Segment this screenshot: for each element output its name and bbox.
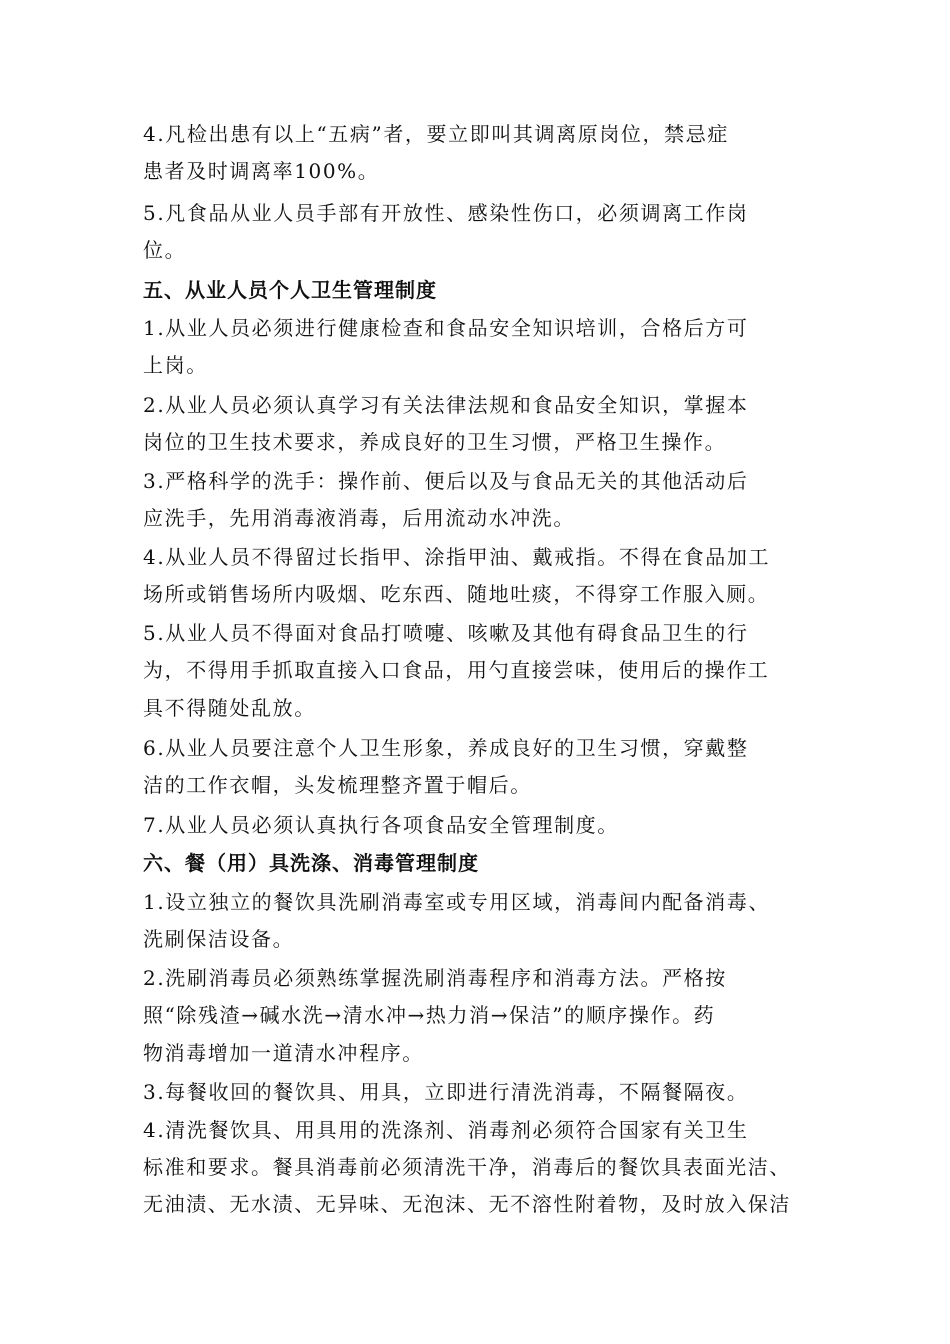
text-line: 患者及时调离率100%。	[143, 159, 380, 183]
text-line: 场所或销售场所内吸烟、吃东西、随地吐痰，不得穿工作服入厕。	[143, 582, 770, 606]
text-line: 照“除残渣→碱水洗→清水冲→热力消→保洁”的顺序操作。药	[143, 1003, 716, 1027]
text-line: 洁的工作衣帽，头发梳理整齐置于帽后。	[143, 773, 532, 797]
text-line: 4.从业人员不得留过长指甲、涂指甲油、戴戒指。不得在食品加工	[143, 545, 771, 569]
text-line: 洗刷保洁设备。	[143, 927, 295, 951]
text-line: 应洗手，先用消毒液消毒，后用流动水冲洗。	[143, 506, 575, 530]
text-line: 岗位的卫生技术要求，养成良好的卫生习惯，严格卫生操作。	[143, 430, 727, 454]
text-line: 4.清洗餐饮具、用具用的洗涤剂、消毒剂必须符合国家有关卫生	[143, 1118, 749, 1142]
text-line: 4.凡检出患有以上“五病”者，要立即叫其调离原岗位，禁忌症	[143, 122, 729, 146]
text-line: 6.从业人员要注意个人卫生形象，养成良好的卫生习惯，穿戴整	[143, 736, 749, 760]
text-line: 3.每餐收回的餐饮具、用具，立即进行清洗消毒，不隔餐隔夜。	[143, 1080, 749, 1104]
section-heading-5: 五、从业人员个人卫生管理制度	[143, 278, 437, 302]
text-line: 标准和要求。餐具消毒前必须清洗干净，消毒后的餐饮具表面光洁、	[143, 1155, 791, 1179]
text-line: 物消毒增加一道清水冲程序。	[143, 1041, 424, 1065]
text-line: 3.严格科学的洗手：操作前、便后以及与食品无关的其他活动后	[143, 469, 749, 493]
text-line: 1.从业人员必须进行健康检查和食品安全知识培训，合格后方可	[143, 316, 749, 340]
section-heading-6: 六、餐（用）具洗涤、消毒管理制度	[143, 851, 479, 875]
text-line: 为，不得用手抓取直接入口食品，用勺直接尝味，使用后的操作工	[143, 658, 770, 682]
text-line: 7.从业人员必须认真执行各项食品安全管理制度。	[143, 813, 619, 837]
text-line: 5.从业人员不得面对食品打喷嚏、咳嗽及其他有碍食品卫生的行	[143, 621, 749, 645]
text-line: 上岗。	[143, 353, 208, 377]
text-line: 1.设立独立的餐饮具洗刷消毒室或专用区域，消毒间内配备消毒、	[143, 890, 771, 914]
text-line: 5.凡食品从业人员手部有开放性、感染性伤口，必须调离工作岗	[143, 201, 749, 225]
text-line: 位。	[143, 238, 187, 262]
text-line: 2.洗刷消毒员必须熟练掌握洗刷消毒程序和消毒方法。严格按	[143, 966, 727, 990]
text-line: 具不得随处乱放。	[143, 696, 316, 720]
text-line: 2.从业人员必须认真学习有关法律法规和食品安全知识，掌握本	[143, 393, 749, 417]
text-line: 无油渍、无水渍、无异味、无泡沫、无不溶性附着物，及时放入保洁	[143, 1192, 791, 1216]
